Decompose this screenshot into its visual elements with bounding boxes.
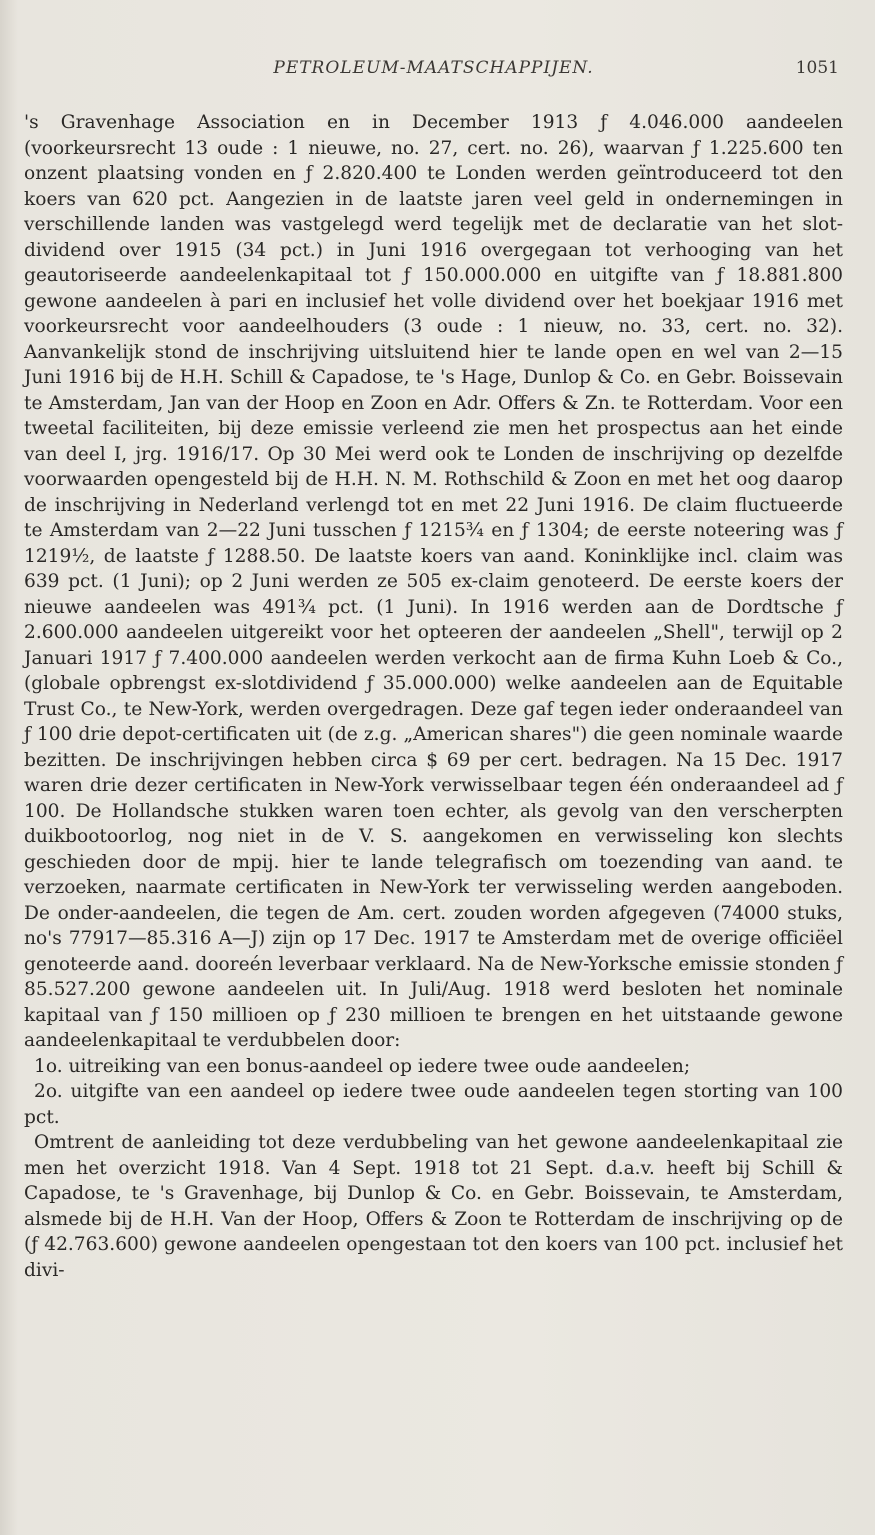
page-number: 1051 xyxy=(795,58,839,78)
paragraph-omtrent: Omtrent de aanleiding tot deze verdubbeling van het gewone aandeelenkapitaal zie men het overzicht 1918. Van 4 Sept. 1918 tot 21 Sept. d.a.v. heeft bij Schill & Capadose, te 's Gravenhage, bij Dunlop & Co. en Gebr. Boissevain, te Amsterdam, alsmede bij de H.H. Van der Hoop, Offers & Zoon te Rotterdam de inschrijving op de (ƒ 42.763.600) gewone aandeelen opengestaan tot den koers van 100 pct. inclusief het divi- xyxy=(24,1132,843,1281)
paragraph-main: 's Gravenhage Association en in December 1913 ƒ 4.046.000 aandeelen (voorkeursrecht 13 oude : 1 nieuwe, no. 27, cert. no. 26), waarvan ƒ 1.225.600 ten onzent plaatsing vonden en ƒ 2.820.400 te Londen werden geïntroduceerd tot den koers van 620 pct. Aangezien in de laatste jaren veel geld in ondernemingen in verschillende landen was vastgelegd werd tegelijk met de declaratie van het slot-dividend over 1915 (34 pct.) in Juni 1916 overgegaan tot verhooging van het geautoriseerde aandeelenkapitaal tot ƒ 150.000.000 en uitgifte van ƒ 18.881.800 gewone aandeelen à pari en inclusief het volle dividend over het boekjaar 1916 met voorkeursrecht voor aandeelhouders (3 oude : 1 nieuw, no. 33, cert. no. 32). Aanvankelijk stond de inschrijving uitsluitend hier te lande open en wel van 2—15 Juni 1916 bij de H.H. Schill & Capadose, te 's Hage, Dunlop & Co. en Gebr. Boissevain te Amsterdam, Jan van der Hoop en Zoon en Adr. Offers & Zn. te Rotterdam. Voor een tweetal faciliteiten, bij deze emissie verleend zie men het prospectus aan het einde van deel I, jrg. 1916/17. Op 30 Mei werd ook te Londen de inschrijving op dezelfde voorwaarden opengesteld bij de H.H. N. M. Rothschild & Zoon en met het oog daarop de inschrijving in Nederland verlengd tot en met 22 Juni 1916. De claim fluctueerde te Amsterdam van 2—22 Juni tusschen ƒ 1215¾ en ƒ 1304; de eerste noteering was ƒ 1219½, de laatste ƒ 1288.50. De laatste koers van aand. Koninklijke incl. claim was 639 pct. (1 Juni); op 2 Juni werden ze 505 ex-claim genoteerd. De eerste koers der nieuwe aandeelen was 491¾ pct. (1 Juni). In 1916 werden aan de Dordtsche ƒ 2.600.000 aandeelen uitgereikt voor het opteeren der aandeelen „Shell", terwijl op 2 Januari 1917 ƒ 7.400.000 aandeelen werden verkocht aan de firma Kuhn Loeb & Co., (globale opbrengst ex-slotdividend ƒ 35.000.000) welke aandeelen aan de Equitable Trust Co., te New-York, werden overgedragen. Deze gaf tegen ieder onderaandeel van ƒ 100 drie depot-certificaten uit (de z.g. „American shares") die geen nominale waarde bezitten. De inschrijvingen hebben circa $ 69 per cert. bedragen. Na 15 Dec. 1917 waren drie dezer certificaten in New-York verwisselbaar tegen één onderaandeel ad ƒ 100. De Hollandsche stukken waren toen echter, als gevolg van den verscherpten duikbootoorlog, nog niet in de V. S. aangekomen en verwisseling kon slechts geschieden door de mpij. hier te lande telegrafisch om toezending van aand. te verzoeken, naarmate certificaten in New-York ter verwisseling werden aangeboden. De onder-aandeelen, die tegen de Am. cert. zouden worden afgegeven (74000 stuks, no's 77917—85.316 A—J) zijn op 17 Dec. 1917 te Amsterdam met de overige officiëel genoteerde aand. dooreén leverbaar verklaard. Na de New-Yorksche emissie stonden ƒ 85.527.200 gewone aandeelen uit. In Juli/Aug. 1918 werd besloten het nominale kapitaal van ƒ 150 millioen op ƒ 230 millioen te brengen en het uitstaande gewone aandeelenkapitaal te verdubbelen door: xyxy=(24,112,843,1051)
body-text xyxy=(24,110,843,1283)
list-item-2: 2o. uitgifte van een aandeel op iedere twee oude aandeelen tegen storting van 100 pct. xyxy=(24,1081,843,1128)
running-title: PETROLEUM-MAATSCHAPPIJEN. xyxy=(273,58,594,78)
running-head xyxy=(24,58,843,90)
list-item-1: 1o. uitreiking van een bonus-aandeel op iedere twee oude aandeelen; xyxy=(34,1055,691,1077)
